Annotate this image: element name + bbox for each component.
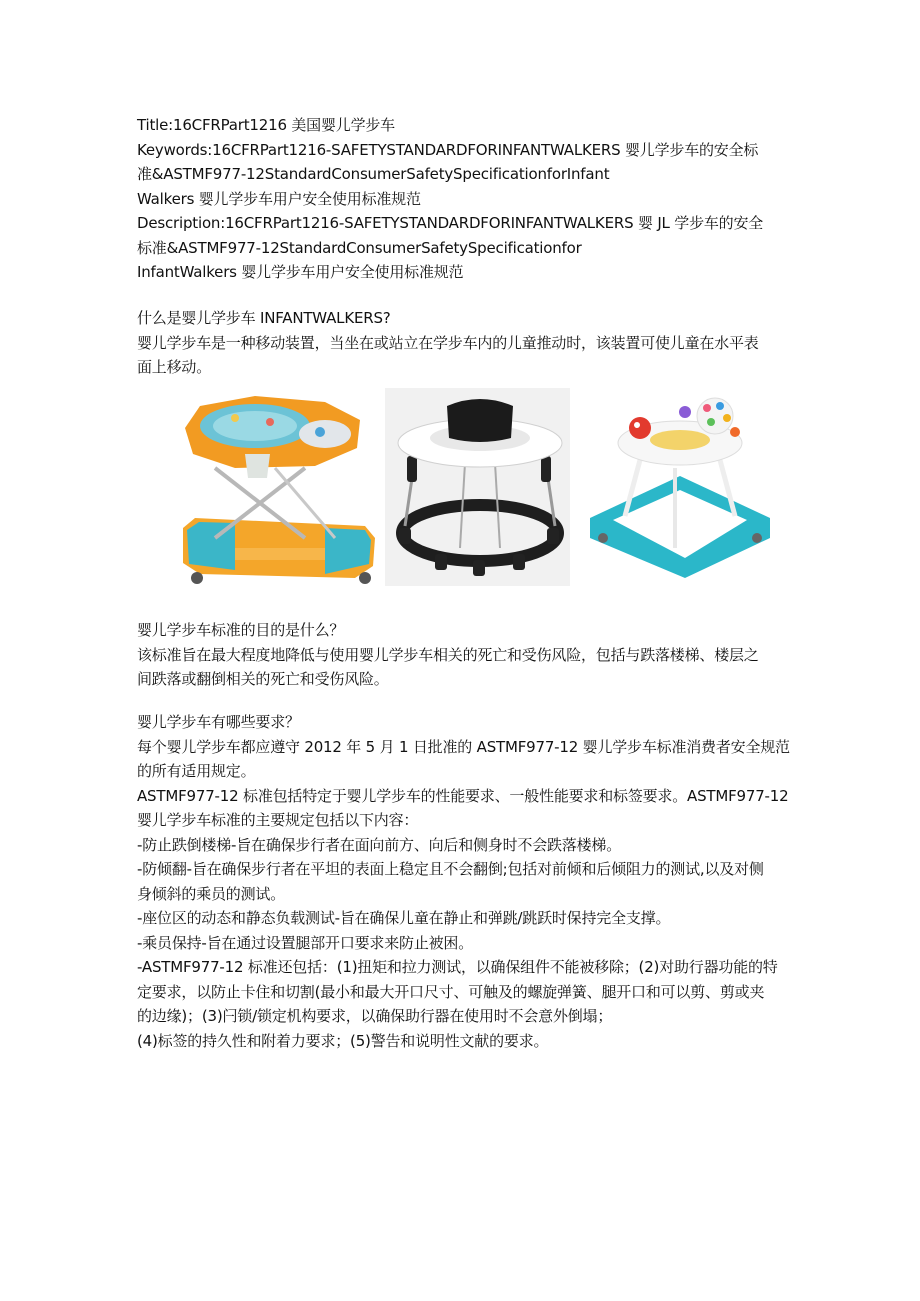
- section-what-is-walker: [137, 306, 797, 380]
- orange-blue-baby-walker-photo: [175, 388, 380, 586]
- paragraph-line: -防止跌倒楼梯-旨在确保步行者在面向前方、向后和侧身时不会跌落楼梯。: [137, 835, 622, 854]
- paragraph-line: -座位区的动态和静态负载测试-旨在确保儿童在静止和弹跳/跳跃时保持完全支撑。: [137, 909, 671, 927]
- paragraph-line: 婴儿学步车标准的主要规定包括以下内容：: [137, 811, 419, 829]
- meta-description-line-1: Description:16CFRPart1216-SAFETYSTANDARDFORINFANTWALKERS 婴 JL 学步车的安全: [137, 214, 764, 232]
- section-heading: 什么是婴儿学步车 INFANTWALKERS?: [137, 309, 391, 327]
- meta-keywords-line-2: 准&ASTMF977-12StandardConsumerSafetySpecificationforInfant: [137, 165, 610, 183]
- meta-keywords-line-3: Walkers 婴儿学步车用户安全使用标准规范: [137, 189, 421, 208]
- paragraph-line: 的所有适用规定。: [137, 762, 256, 780]
- paragraph-line: 定要求，以防止卡住和切割(最小和最大开口尺寸、可触及的螺旋弹簧、腿开口和可以剪、剪或夹: [137, 982, 765, 1001]
- paragraph-line: 每个婴儿学步车都应遵守 2012 年 5 月 1 日批准的 ASTMF977-12 婴儿学步车标准消费者安全规范: [137, 737, 790, 756]
- paragraph-line: -乘员保持-旨在通过设置腿部开口要求来防止被困。: [137, 933, 474, 952]
- section-heading: 婴儿学步车标准的目的是什么？: [137, 621, 345, 639]
- paragraph-line: 身倾斜的乘员的测试。: [137, 884, 286, 903]
- metadata-block: [137, 113, 797, 285]
- paragraph-line: 间跌落或翻倒相关的死亡和受伤风险。: [137, 670, 389, 688]
- paragraph-line: 该标准旨在最大程度地降低与使用婴儿学步车相关的死亡和受伤风险，包括与跌落楼梯、楼层之: [137, 645, 759, 664]
- paragraph-line: 婴儿学步车是一种移动装置，当坐在或站立在学步车内的儿童推动时，该装置可使儿童在水平表: [137, 333, 759, 352]
- paragraph-line: 的边缘)；(3)闩锁/锁定机构要求，以确保助行器在使用时不会意外倒塌；: [137, 1007, 613, 1025]
- paragraph-line: ASTMF977-12 标准包括特定于婴儿学步车的性能要求、一般性能要求和标签要求。ASTMF977-12: [137, 786, 789, 805]
- paragraph-line: 面上移动。: [137, 358, 212, 376]
- meta-description-line-3: InfantWalkers 婴儿学步车用户安全使用标准规范: [137, 263, 464, 281]
- section-heading: 婴儿学步车有哪些要求？: [137, 713, 300, 731]
- paragraph-line: (4)标签的持久性和附着力要求；(5)警告和说明性文献的要求。: [137, 1031, 549, 1050]
- paragraph-line: -ASTMF977-12 标准还包括：(1)扭矩和拉力测试，以确保组件不能被移除；(2)对助行器功能的特: [137, 958, 778, 976]
- meta-title-line: Title:16CFRPart1216 美国婴儿学步车: [137, 116, 395, 134]
- black-white-round-baby-walker-photo: [385, 388, 570, 586]
- meta-description-line-2: 标准&ASTMF977-12StandardConsumerSafetySpecificationfor: [137, 238, 582, 257]
- paragraph-line: -防倾翻-旨在确保步行者在平坦的表面上稳定且不会翻倒;包括对前倾和后倾阻力的测试,以及对侧: [137, 860, 764, 878]
- teal-activity-baby-walker-photo: [585, 388, 775, 586]
- section-standard-purpose: [137, 618, 797, 692]
- meta-keywords-line-1: Keywords:16CFRPart1216-SAFETYSTANDARDFORINFANTWALKERS 婴儿学步车的安全标: [137, 140, 759, 159]
- section-requirements: [137, 710, 797, 1053]
- walker-photo-row: [175, 388, 775, 588]
